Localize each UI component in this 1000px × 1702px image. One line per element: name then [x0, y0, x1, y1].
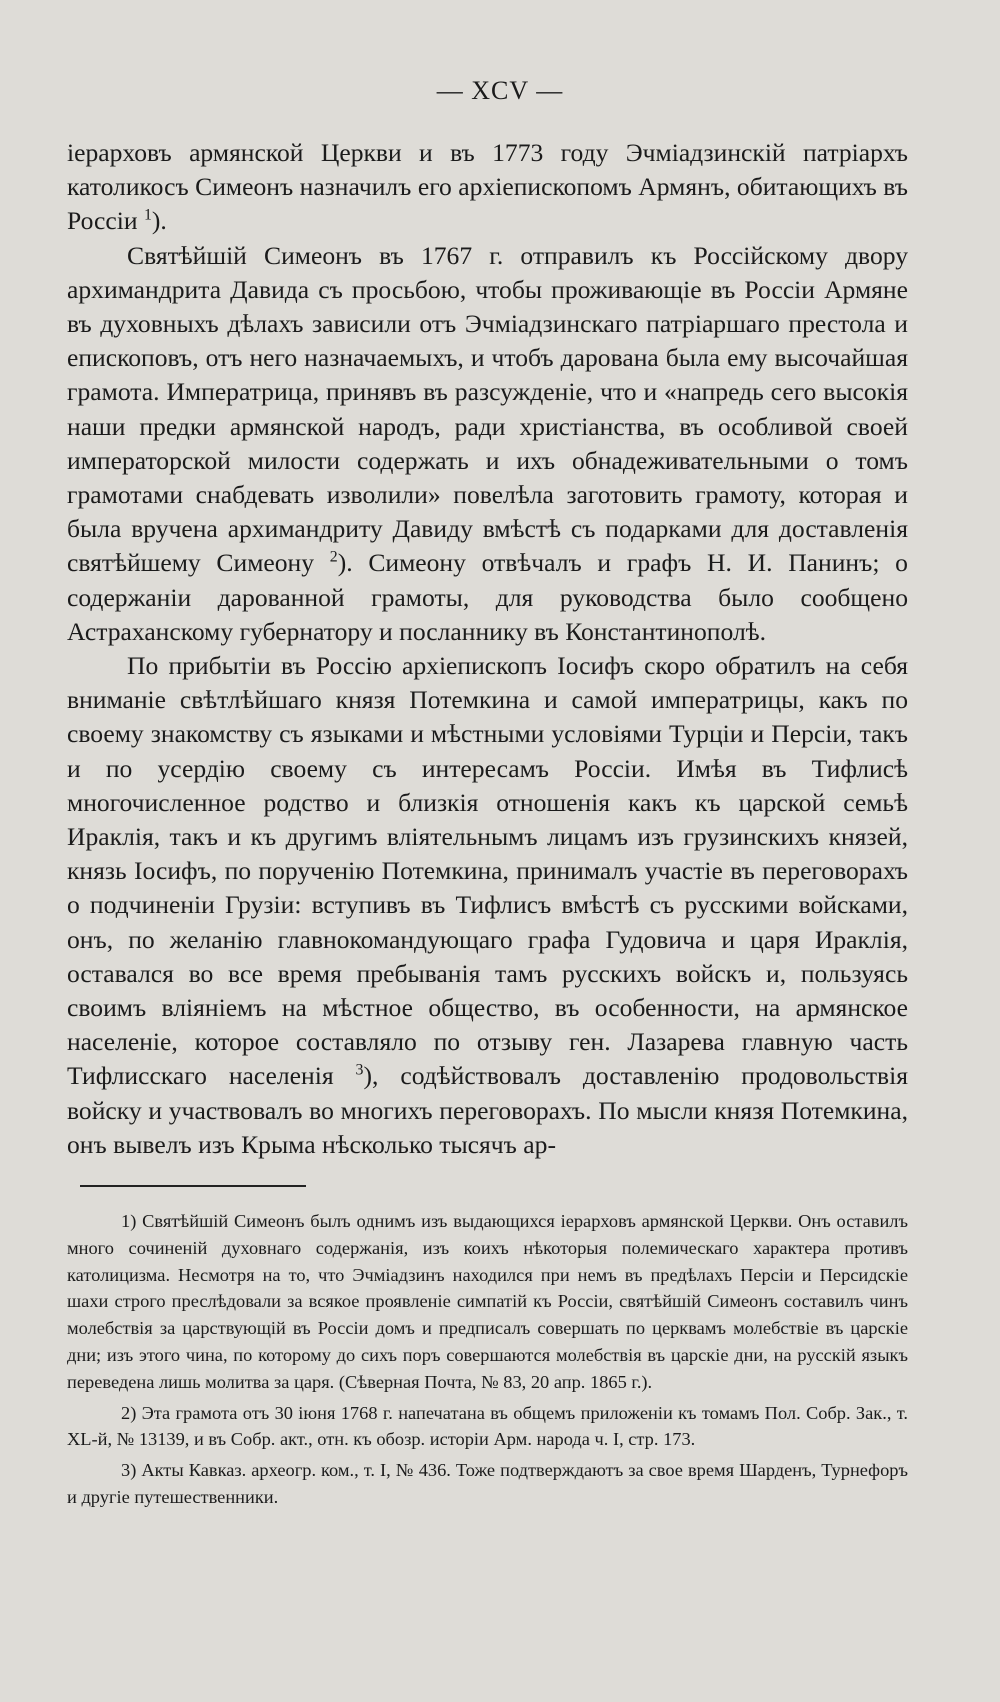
footnote-3: 3) Акты Кавказ. археогр. ком., т. I, № 436. Тоже подтверждаютъ за свое время Шарденъ, Турнефоръ и другіе путешественники. [67, 1460, 908, 1507]
paragraph-3-text: По прибытіи въ Россію архіепископъ Іосифъ скоро обратилъ на себя вниманіе свѣтлѣйшаго князя Потемкина и самой императрицы, какъ по своему знакомству съ языками и мѣстными условіями Турціи и Персіи, такъ и по усердію своему съ интересамъ Россіи. Имѣя въ Тифлисѣ многочисленное родство и близкія отношенія какъ къ царской семьѣ Ираклія, такъ и къ другимъ вліятельнымъ лицамъ изъ грузинскихъ князей, князь Іосифъ, по порученію Потемкина, принималъ участіе въ переговорахъ о подчиненіи Грузіи: вступивъ въ Тифлисъ вмѣстѣ съ русскими войсками, онъ, по желанію главнокомандующаго графа Гудовича и царя Ираклія, оставался во все время пребыванія тамъ русскихъ войскъ и, пользуясь своимъ вліяніемъ на мѣстное общество, въ особенности, на армянское населеніе, которое составляло по отзыву ген. Лазарева главную часть Тифлисскаго населенія [67, 651, 908, 1091]
footnote-ref-3: 3 [355, 1061, 364, 1079]
paragraph-1 [67, 136, 908, 239]
paragraph-2-tail: ). Симеону отвѣчалъ и графъ Н. И. Панинъ; о содержаніи дарованной грамоты, для руководства было сообщено Астраханскому губернатору и посланнику въ Константинополѣ. [67, 548, 908, 646]
paragraph-2 [67, 239, 908, 649]
footnote-ref-2: 2 [329, 548, 338, 566]
footnote-ref-1: 1 [143, 206, 152, 224]
footnote-1: 1) Святѣйшій Симеонъ былъ однимъ изъ выдающихся іерарховъ армянской Церкви. Онъ оставилъ много сочиненій духовнаго содержанія, изъ коихъ нѣкоторыя полемическаго характера противъ католицизма. Несмотря на то, что Эчміадзинъ находился при немъ въ предѣлахъ Персіи и Персидскіе шахи строго преслѣдовали за всякое проявленіе симпатій къ Россіи, святѣйшій Симеонъ составилъ чинъ молебствія за царствующій въ Россіи домъ и предписалъ совершать по церквамъ молебствіе въ царскіе дни; изъ этого чина, по которому до сихъ поръ совершаются молебствія въ царскіе дни, на русскій языкъ переведена лишь молитва за царя. (Сѣверная Почта, № 83, 20 апр. 1865 г.). [67, 1211, 908, 1392]
footnote-2: 2) Эта грамота отъ 30 іюня 1768 г. напечатана въ общемъ приложеніи къ томамъ Пол. Собр. Зак., т. XL-й, № 13139, и въ Собр. акт., отн. къ обозр. исторіи Арм. народа ч. I, стр. 173. [67, 1402, 908, 1450]
paragraph-2-text: Святѣйшій Симеонъ въ 1767 г. отправилъ къ Россійскому двору архимандрита Давида съ просьбою, чтобы проживающіе въ Россіи Армяне въ духовныхъ дѣлахъ зависили отъ Эчміадзинскаго патріаршаго престола и епископовъ, отъ него назначаемыхъ, и чтобъ дарована была ему высочайшая грамота. Императрица, принявъ въ разсужденіе, что и «напредь сего высокія наши предки армянской народъ, ради христіанства, въ особливой своей императорской милости содержать и ихъ обнадеживательными о томъ грамотами снабдевать изволили» повелѣла заготовить грамоту, которая и была вручена архимандриту Давиду вмѣстѣ съ подарками для доставленія святѣйшему Симеону [67, 240, 908, 578]
page-number: — XCV — [436, 76, 564, 105]
footnote-divider [80, 1185, 306, 1187]
paragraph-1-tail: ). [151, 206, 167, 236]
paragraph-3-tail: ), содѣйствовалъ доставленію продовольствія войску и участвовалъ во многихъ переговорахъ. По мысли князя Потемкина, онъ вывелъ изъ Крыма нѣсколько тысячъ ар- [67, 1061, 908, 1159]
paragraph-3 [67, 649, 908, 1162]
main-text [67, 136, 908, 1162]
footnotes [67, 1208, 908, 1515]
paragraph-1-text: іерарховъ армянской Церкви и въ 1773 году Эчміадзинскій патріархъ католикосъ Симеонъ назначилъ его архіепископомъ Армянъ, обитающихъ въ Россіи [67, 138, 908, 236]
